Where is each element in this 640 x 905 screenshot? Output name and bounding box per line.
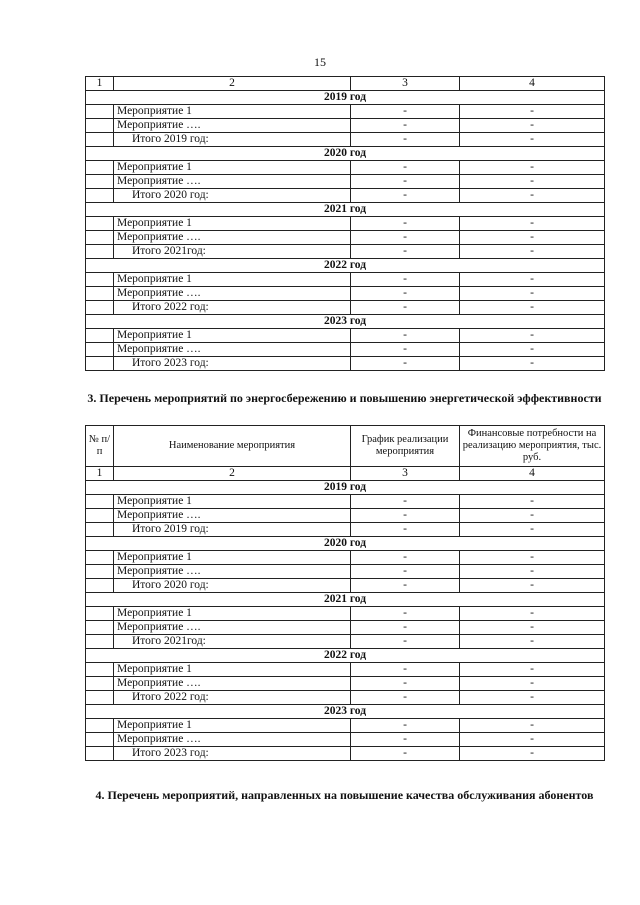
year-label: 2022 год bbox=[86, 649, 605, 663]
total-row bbox=[86, 133, 605, 147]
energy-saving-table bbox=[85, 425, 605, 761]
schedule-cell: - bbox=[351, 217, 460, 231]
year-label: 2023 год bbox=[86, 315, 605, 329]
table-header-row bbox=[86, 426, 605, 467]
measure-name: Итого 2019 год: bbox=[114, 523, 351, 537]
schedule-cell: - bbox=[351, 273, 460, 287]
row-number bbox=[86, 677, 114, 691]
total-row bbox=[86, 691, 605, 705]
total-row bbox=[86, 245, 605, 259]
schedule-cell: - bbox=[351, 287, 460, 301]
measure-row bbox=[86, 287, 605, 301]
measure-name: Итого 2021год: bbox=[114, 635, 351, 649]
measure-row bbox=[86, 621, 605, 635]
finance-cell: - bbox=[460, 343, 605, 357]
schedule-cell: - bbox=[351, 357, 460, 371]
measure-row bbox=[86, 733, 605, 747]
measure-name: Мероприятие 1 bbox=[114, 329, 351, 343]
measure-row bbox=[86, 329, 605, 343]
row-number bbox=[86, 607, 114, 621]
measure-name: Итого 2022 год: bbox=[114, 691, 351, 705]
row-number bbox=[86, 329, 114, 343]
year-label: 2023 год bbox=[86, 705, 605, 719]
measure-row bbox=[86, 175, 605, 189]
year-row bbox=[86, 537, 605, 551]
schedule-cell: - bbox=[351, 677, 460, 691]
row-number bbox=[86, 105, 114, 119]
measure-name: Мероприятие 1 bbox=[114, 105, 351, 119]
year-label: 2021 год bbox=[86, 593, 605, 607]
schedule-cell: - bbox=[351, 747, 460, 761]
year-row bbox=[86, 481, 605, 495]
finance-cell: - bbox=[460, 621, 605, 635]
total-row bbox=[86, 747, 605, 761]
finance-cell: - bbox=[460, 119, 605, 133]
measure-name: Мероприятие …. bbox=[114, 119, 351, 133]
measure-name: Мероприятие …. bbox=[114, 175, 351, 189]
schedule-cell: - bbox=[351, 133, 460, 147]
total-row bbox=[86, 189, 605, 203]
year-row bbox=[86, 91, 605, 105]
year-row bbox=[86, 259, 605, 273]
schedule-cell: - bbox=[351, 551, 460, 565]
year-row bbox=[86, 649, 605, 663]
year-label: 2020 год bbox=[86, 147, 605, 161]
row-number bbox=[86, 565, 114, 579]
row-number bbox=[86, 175, 114, 189]
measure-row bbox=[86, 119, 605, 133]
header-number: № п/п bbox=[86, 426, 114, 467]
total-row bbox=[86, 301, 605, 315]
header-finance: Финансовые потребности на реализацию мероприятия, тыс. руб. bbox=[460, 426, 605, 467]
header-schedule: График реализации мероприятия bbox=[351, 426, 460, 467]
finance-cell: - bbox=[460, 133, 605, 147]
measure-name: Итого 2021год: bbox=[114, 245, 351, 259]
row-number bbox=[86, 287, 114, 301]
row-number bbox=[86, 691, 114, 705]
schedule-cell: - bbox=[351, 301, 460, 315]
finance-cell: - bbox=[460, 733, 605, 747]
measure-name: Мероприятие …. bbox=[114, 733, 351, 747]
schedule-cell: - bbox=[351, 733, 460, 747]
finance-cell: - bbox=[460, 175, 605, 189]
row-number bbox=[86, 663, 114, 677]
finance-cell: - bbox=[460, 565, 605, 579]
column-number: 4 bbox=[460, 77, 605, 91]
year-label: 2022 год bbox=[86, 259, 605, 273]
measure-row bbox=[86, 105, 605, 119]
row-number bbox=[86, 357, 114, 371]
measure-name: Мероприятие …. bbox=[114, 509, 351, 523]
row-number bbox=[86, 523, 114, 537]
year-row bbox=[86, 147, 605, 161]
measure-name: Итого 2022 год: bbox=[114, 301, 351, 315]
measure-name: Мероприятие …. bbox=[114, 565, 351, 579]
row-number bbox=[86, 273, 114, 287]
measure-name: Мероприятие …. bbox=[114, 677, 351, 691]
year-label: 2019 год bbox=[86, 91, 605, 105]
row-number bbox=[86, 747, 114, 761]
year-row bbox=[86, 203, 605, 217]
year-label: 2021 год bbox=[86, 203, 605, 217]
measure-row bbox=[86, 231, 605, 245]
schedule-cell: - bbox=[351, 621, 460, 635]
schedule-cell: - bbox=[351, 175, 460, 189]
page-number: 15 bbox=[314, 55, 326, 69]
row-number bbox=[86, 217, 114, 231]
measure-name: Мероприятие 1 bbox=[114, 161, 351, 175]
column-number: 2 bbox=[114, 77, 351, 91]
row-number bbox=[86, 133, 114, 147]
measure-row bbox=[86, 677, 605, 691]
measure-name: Мероприятие 1 bbox=[114, 217, 351, 231]
finance-cell: - bbox=[460, 329, 605, 343]
year-label: 2020 год bbox=[86, 537, 605, 551]
schedule-cell: - bbox=[351, 119, 460, 133]
column-number: 1 bbox=[86, 467, 114, 481]
schedule-cell: - bbox=[351, 607, 460, 621]
measure-name: Мероприятие …. bbox=[114, 231, 351, 245]
schedule-cell: - bbox=[351, 343, 460, 357]
measure-name: Мероприятие 1 bbox=[114, 273, 351, 287]
column-number: 1 bbox=[86, 77, 114, 91]
measure-row bbox=[86, 273, 605, 287]
schedule-cell: - bbox=[351, 231, 460, 245]
finance-cell: - bbox=[460, 287, 605, 301]
schedule-cell: - bbox=[351, 523, 460, 537]
finance-cell: - bbox=[460, 607, 605, 621]
year-row bbox=[86, 705, 605, 719]
measure-row bbox=[86, 343, 605, 357]
measure-row bbox=[86, 551, 605, 565]
finance-cell: - bbox=[460, 635, 605, 649]
finance-cell: - bbox=[460, 677, 605, 691]
measure-name: Мероприятие …. bbox=[114, 343, 351, 357]
total-row bbox=[86, 579, 605, 593]
measure-row bbox=[86, 565, 605, 579]
measure-row bbox=[86, 495, 605, 509]
row-number bbox=[86, 119, 114, 133]
finance-cell: - bbox=[460, 663, 605, 677]
measure-row bbox=[86, 161, 605, 175]
section-4-title: 4. Перечень мероприятий, направленных на повышение качества обслуживания абонентов bbox=[95, 788, 594, 802]
measure-name: Мероприятие 1 bbox=[114, 495, 351, 509]
total-row bbox=[86, 523, 605, 537]
measure-name: Мероприятие 1 bbox=[114, 719, 351, 733]
measure-name: Мероприятие …. bbox=[114, 621, 351, 635]
finance-cell: - bbox=[460, 495, 605, 509]
finance-cell: - bbox=[460, 189, 605, 203]
schedule-cell: - bbox=[351, 509, 460, 523]
finance-cell: - bbox=[460, 719, 605, 733]
row-number bbox=[86, 635, 114, 649]
row-number bbox=[86, 495, 114, 509]
row-number bbox=[86, 719, 114, 733]
schedule-cell: - bbox=[351, 691, 460, 705]
header-name: Наименование мероприятия bbox=[114, 426, 351, 467]
finance-cell: - bbox=[460, 105, 605, 119]
finance-cell: - bbox=[460, 551, 605, 565]
table-continued bbox=[85, 76, 605, 371]
schedule-cell: - bbox=[351, 635, 460, 649]
year-row bbox=[86, 593, 605, 607]
column-number: 3 bbox=[351, 77, 460, 91]
schedule-cell: - bbox=[351, 161, 460, 175]
finance-cell: - bbox=[460, 273, 605, 287]
row-number bbox=[86, 301, 114, 315]
row-number bbox=[86, 621, 114, 635]
year-label: 2019 год bbox=[86, 481, 605, 495]
row-number bbox=[86, 551, 114, 565]
measure-row bbox=[86, 607, 605, 621]
finance-cell: - bbox=[460, 523, 605, 537]
finance-cell: - bbox=[460, 579, 605, 593]
finance-cell: - bbox=[460, 301, 605, 315]
schedule-cell: - bbox=[351, 495, 460, 509]
year-row bbox=[86, 315, 605, 329]
row-number bbox=[86, 245, 114, 259]
measure-row bbox=[86, 509, 605, 523]
row-number bbox=[86, 161, 114, 175]
finance-cell: - bbox=[460, 747, 605, 761]
column-number-row bbox=[86, 77, 605, 91]
column-number: 4 bbox=[460, 467, 605, 481]
finance-cell: - bbox=[460, 161, 605, 175]
finance-cell: - bbox=[460, 245, 605, 259]
measure-name: Мероприятие …. bbox=[114, 287, 351, 301]
row-number bbox=[86, 579, 114, 593]
row-number bbox=[86, 343, 114, 357]
finance-cell: - bbox=[460, 691, 605, 705]
schedule-cell: - bbox=[351, 105, 460, 119]
schedule-cell: - bbox=[351, 663, 460, 677]
schedule-cell: - bbox=[351, 719, 460, 733]
measure-name: Мероприятие 1 bbox=[114, 607, 351, 621]
finance-cell: - bbox=[460, 357, 605, 371]
measure-name: Итого 2020 год: bbox=[114, 579, 351, 593]
finance-cell: - bbox=[460, 231, 605, 245]
schedule-cell: - bbox=[351, 189, 460, 203]
schedule-cell: - bbox=[351, 579, 460, 593]
section-3-title: 3. Перечень мероприятий по энергосбережению и повышению энергетической эффективности bbox=[87, 391, 602, 405]
measure-row bbox=[86, 719, 605, 733]
measure-name: Итого 2023 год: bbox=[114, 357, 351, 371]
row-number bbox=[86, 231, 114, 245]
measure-name: Итого 2023 год: bbox=[114, 747, 351, 761]
measure-row bbox=[86, 663, 605, 677]
row-number bbox=[86, 509, 114, 523]
measure-name: Мероприятие 1 bbox=[114, 551, 351, 565]
measure-name: Итого 2019 год: bbox=[114, 133, 351, 147]
column-number: 3 bbox=[351, 467, 460, 481]
row-number bbox=[86, 733, 114, 747]
measure-name: Мероприятие 1 bbox=[114, 663, 351, 677]
column-number: 2 bbox=[114, 467, 351, 481]
schedule-cell: - bbox=[351, 329, 460, 343]
row-number bbox=[86, 189, 114, 203]
schedule-cell: - bbox=[351, 565, 460, 579]
finance-cell: - bbox=[460, 217, 605, 231]
total-row bbox=[86, 635, 605, 649]
schedule-cell: - bbox=[351, 245, 460, 259]
total-row bbox=[86, 357, 605, 371]
measure-name: Итого 2020 год: bbox=[114, 189, 351, 203]
measure-row bbox=[86, 217, 605, 231]
column-number-row bbox=[86, 467, 605, 481]
finance-cell: - bbox=[460, 509, 605, 523]
